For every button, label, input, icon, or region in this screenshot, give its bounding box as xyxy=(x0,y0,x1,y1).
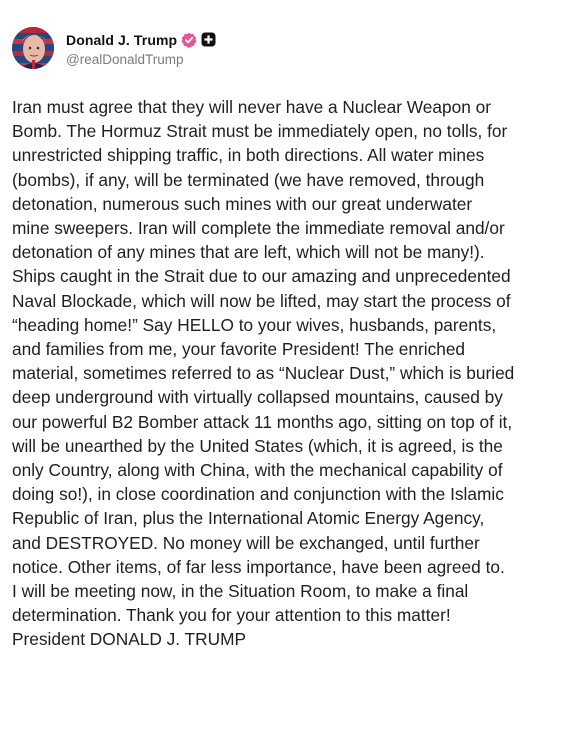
author-display-name[interactable]: Donald J. Trump xyxy=(66,31,178,48)
name-row xyxy=(66,30,216,50)
post-body-text: Iran must agree that they will never have a Nuclear Weapon or Bomb. The Hormuz Strait must be immediately open, no tolls, for unrestricted shipping traffic, in both directions. All water mines (bombs), if any, will be terminated (we have removed, through detonation, numerous such mines with our great underwater mine sweepers. Iran will complete the immediate removal and/or detonation of any mines that are left, which will not be many!). Ships caught in the Strait due to our amazing and unprecedented Naval Blockade, which will now be lifted, may start the process of “heading home!” Say HELLO to your wives, husbands, parents, and families from me, your favorite President! The enriched material, sometimes referred to as “Nuclear Dust,” which is buried deep underground with virtually collapsed mountains, caused by our powerful B2 Bomber attack 11 months ago, sitting on top of it, will be unearthed by the United States (which, it is agreed, is the only Country, along with China, with the mechanical capability of doing so!), in close coordination and conjunction with the Islamic Republic of Iran, plus the International Atomic Energy Agency, and DESTROYED. No money will be exchanged, until further notice. Other items, of far less importance, have been agreed to. I will be meeting now, in the Situation Room, to make a final determination. Thank you for your attention to this matter! President DONALD J. TRUMP xyxy=(12,97,515,650)
post-header xyxy=(12,26,216,70)
plus-badge-icon xyxy=(201,32,216,47)
avatar-image xyxy=(12,27,54,69)
verified-badge-icon xyxy=(181,32,197,48)
author-identity xyxy=(66,30,216,67)
author-handle[interactable]: @realDonaldTrump xyxy=(66,51,184,67)
avatar[interactable] xyxy=(12,27,54,69)
